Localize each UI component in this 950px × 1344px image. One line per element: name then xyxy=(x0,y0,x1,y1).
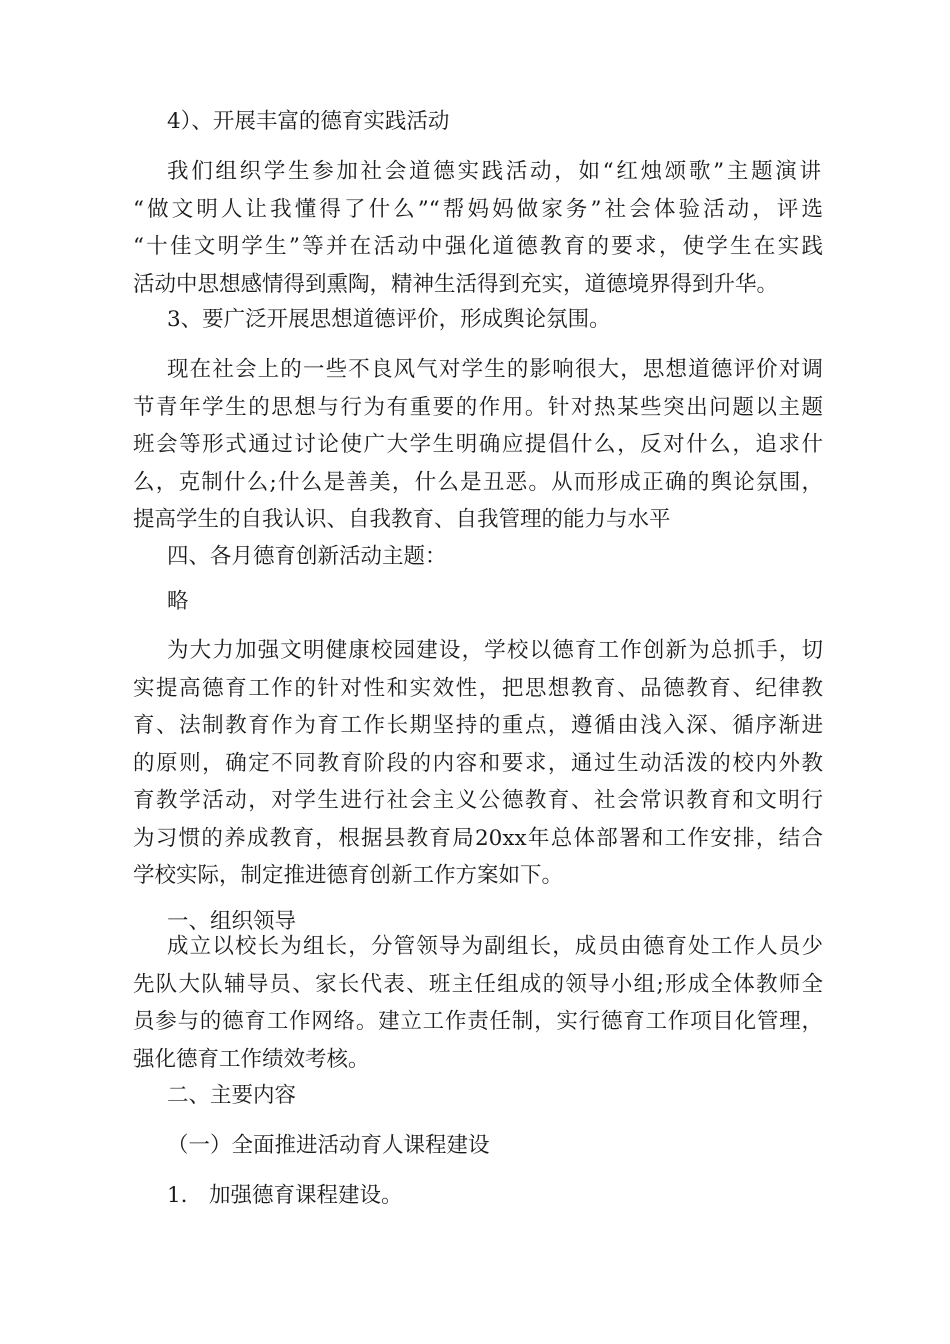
paragraph-introduction xyxy=(133,632,823,895)
paragraph-line: 么，克制什么;什么是善美，什么是丑恶。从而形成正确的舆论氛围， xyxy=(133,469,823,495)
paragraph-line: 员参与的德育工作网络。建立工作责任制，实行德育工作项目化管理， xyxy=(133,1009,823,1034)
paragraph-line: 的原则，确定不同教育阶段的内容和要求，通过生动活泼的校内外教 xyxy=(133,750,823,776)
paragraph-line: 现在社会上的一些不良风气对学生的影响很大，思想道德评价对调 xyxy=(167,357,823,382)
section-heading-4: 4）、开展丰富的德育实践活动 xyxy=(167,109,450,134)
paragraph-line: 提高学生的自我认识、自我教育、自我管理的能力与水平 xyxy=(133,507,671,532)
subsection-heading-activity-course: （一）全面推进活动育人课程建设 xyxy=(167,1133,490,1158)
paragraph-omitted: 略 xyxy=(167,589,189,614)
paragraph-line: “做文明人让我懂得了什么”“帮妈妈做家务”社会体验活动，评选 xyxy=(133,196,823,222)
paragraph-line: 我们组织学生参加社会道德实践活动，如“红烛颂歌”主题演讲 xyxy=(167,159,821,184)
section-heading-two: 二、主要内容 xyxy=(167,1083,297,1108)
paragraph-practice-activities xyxy=(133,153,823,303)
paragraph-line: 班会等形式通过讨论使广大学生明确应提倡什么，反对什么，追求什 xyxy=(133,432,823,457)
paragraph-line: “十佳文明学生”等并在活动中强化道德教育的要求，使学生在实践 xyxy=(133,234,823,259)
paragraph-moral-evaluation xyxy=(133,351,823,539)
paragraph-line: 先队大队辅导员、家长代表、班主任组成的领导小组;形成全体教师全 xyxy=(133,971,823,997)
paragraph-leadership xyxy=(133,928,823,1078)
section-heading-four: 四、各月德育创新活动主题： xyxy=(167,544,447,569)
paragraph-line: 学校实际，制定推进德育创新工作方案如下。 xyxy=(133,863,564,888)
paragraph-line: 为习惯的养成教育，根据县教育局20xx年总体部署和工作安排，结合 xyxy=(133,825,823,851)
paragraph-line: 实提高德育工作的针对性和实效性，把思想教育、品德教育、纪律教 xyxy=(133,675,823,701)
paragraph-line: 活动中思想感情得到熏陶，精神生活得到充实，道德境界得到升华。 xyxy=(133,271,779,297)
paragraph-line: 育教学活动，对学生进行社会主义公德教育、社会常识教育和文明行 xyxy=(133,788,823,813)
section-heading-one: 一、组织领导 xyxy=(167,909,297,934)
paragraph-line: 强化德育工作绩效考核。 xyxy=(133,1046,370,1072)
paragraph-line: 成立以校长为组长，分管领导为副组长，成员由德育处工作人员少 xyxy=(167,934,823,959)
paragraph-line: 节青年学生的思想与行为有重要的作用。针对热某些突出问题以主题 xyxy=(133,394,823,420)
paragraph-line: 育、法制教育作为育工作长期坚持的重点，遵循由浅入深、循序渐进 xyxy=(133,713,823,738)
section-heading-3: 3、要广泛开展思想道德评价，形成舆论氛围。 xyxy=(167,307,611,332)
paragraph-line: 为大力加强文明健康校园建设，学校以德育工作创新为总抓手，切 xyxy=(167,638,823,663)
item-heading-moral-course: 1. 加强德育课程建设。 xyxy=(167,1183,403,1208)
